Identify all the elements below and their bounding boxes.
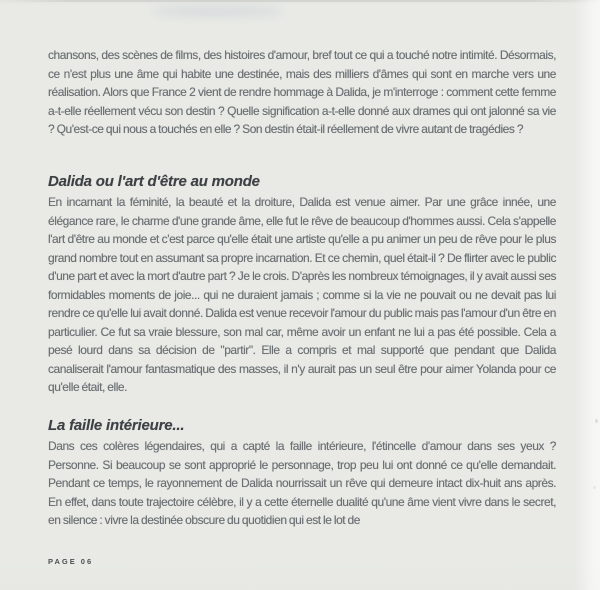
section2-paragraph: Dans ces colères légendaires, qui a capté la faille intérieure, l'étincelle d'amour dans ses yeux ? Personne. Si beaucoup se sont approprié le personnage, trop peu lui ont donné ce qu'elle demandait. Pendant ce temps, le rayonnement de Dalida nourrissait un rêve qui demeure intact dix-huit ans après. En effet, dans toute trajectoire célèbre, il y a cette éternelle dualité qu'une âme vient vivre dans le secret, en silence : vivre la destinée obscure du quotidien qui est le lot de [48,439,556,527]
section-heading-art-detre-au-monde: Dalida ou l'art d'être au monde [48,173,260,190]
scan-edge-right [574,0,600,590]
section1-paragraph: En incarnant la féminité, la beauté et la droiture, Dalida est venue aimer. Par une grâce innée, une élégance rare, le charme d'une grande âme, elle fut le rêve de beaucoup d'hommes aussi. Cela s'appelle l'art d'être au monde et c'est parce qu'elle était une artiste qu'elle a pu animer un peu de rêve pour le plus grand nombre tout en assumant sa propre incarnation. Et ce chemin, quel était-il ? De flirter avec le public d'une part et avec la mort d'autre part ? Je le crois. D'après les nombreux témoignages, il y avait aussi ses formidables moments de joie... qui ne duraient jamais ; comme si la vie ne pouvait ou ne devait pas lui rendre ce qu'elle lui avait donné. Dalida est venue recevoir l'amour du public mais pas l'amour d'un être en particulier. Ce fut sa vraie blessure, son mal car, même avoir un enfant ne lui a pas été possible. Cela a pesé lourd dans sa décision de "partir". Elle a compris et mal supporté que pendant que Dalida canaliserait l'amour fantasmatique des masses, il n'y aurait pas un seul être pour aimer Yolanda pour ce qu'elle était, elle. [48,195,556,394]
section-heading-la-faille-interieure: La faille intérieure... [48,417,185,434]
scan-speck [593,486,596,489]
scan-edge-top [0,0,600,2]
showthrough-smudge [152,5,282,18]
page-number: PAGE 06 [48,557,94,566]
scan-speck [595,419,598,423]
intro-paragraph: chansons, des scènes de films, des histoires d'amour, bref tout ce qui a touché notre intimité. Désormais, ce n'est plus une âme qui habite une destinée, mais des milliers d'âmes qui sont en marche vers une réalisation. Alors que France 2 vient de rendre hommage à Dalida, je m'interroge : comment cette femme a-t-elle réellement vécu son destin ? Quelle signification a-t-elle donné aux drames qui ont jalonné sa vie ? Qu'est-ce qui nous a touchés en elle ? Son destin était-il réellement de vivre autant de tragédies ? [48,48,556,136]
